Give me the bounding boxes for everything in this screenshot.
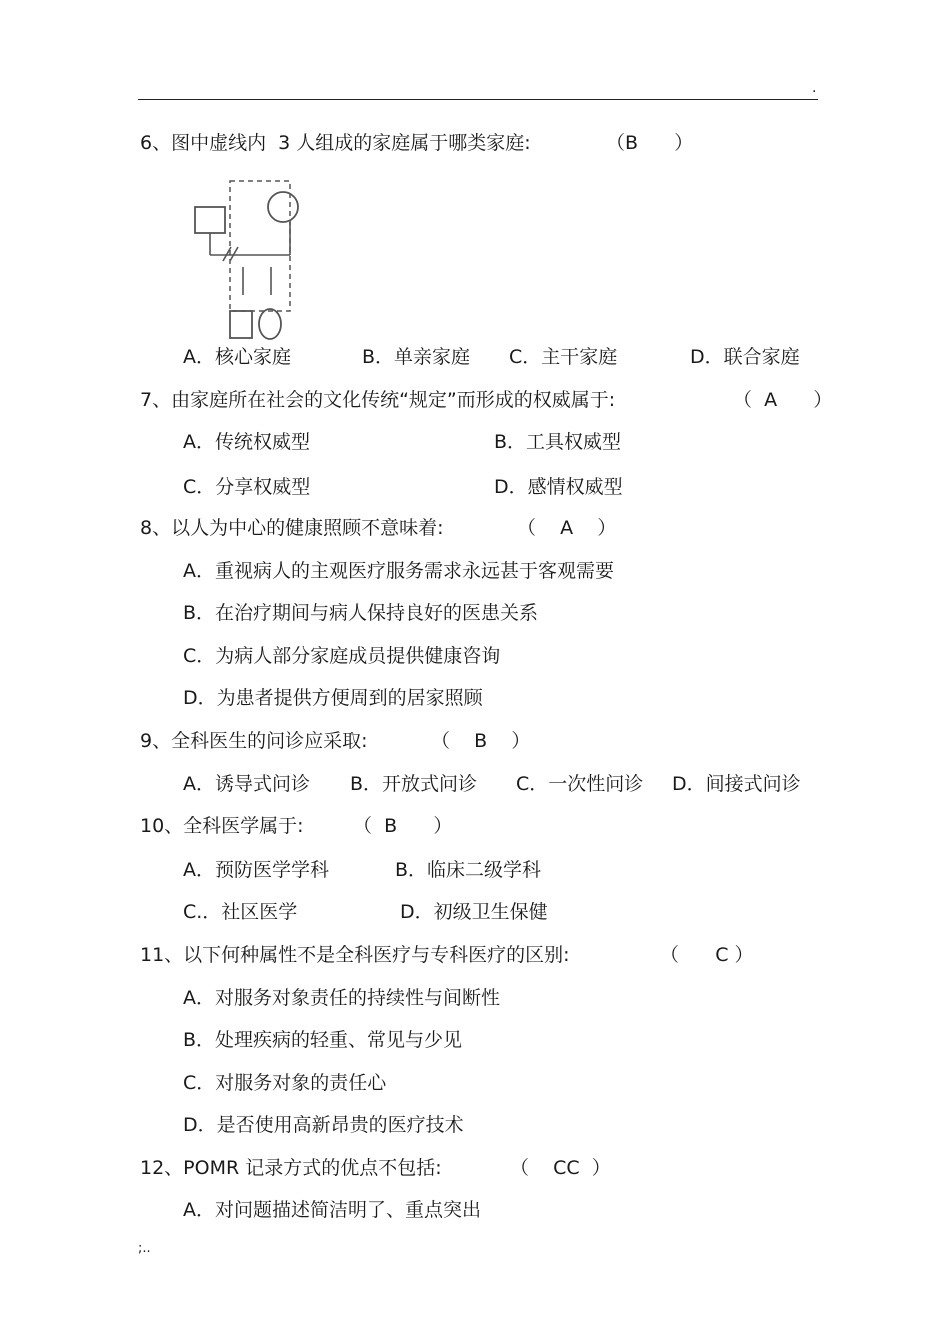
- divorce-slash: [230, 247, 238, 261]
- question-8-answer: （ A ）: [517, 517, 617, 539]
- question-7-stem: 7、由家庭所在社会的文化传统“规定”而形成的权威属于:: [140, 389, 616, 411]
- question-9-option-d: D．间接式问诊: [672, 773, 801, 795]
- question-9-option-a: A．诱导式问诊: [183, 773, 310, 795]
- question-7-option-d: D．感情权威型: [494, 476, 623, 498]
- question-10-answer: （ B ）: [353, 815, 453, 837]
- female-circle-grandparent: [268, 192, 298, 222]
- question-11-option-c: C．对服务对象的责任心: [183, 1072, 387, 1094]
- question-8-option-d: D．为患者提供方便周到的居家照顾: [183, 687, 483, 709]
- question-12-answer: （ CC ）: [510, 1157, 611, 1179]
- question-10-stem: 10、全科医学属于:: [140, 815, 304, 837]
- question-11-answer: （ C ）: [660, 944, 754, 966]
- question-9-stem: 9、全科医生的问诊应采取:: [140, 730, 368, 752]
- question-9-option-c: C．一次性问诊: [516, 773, 644, 795]
- question-10-option-c: C.．社区医学: [183, 901, 298, 923]
- male-square-child: [230, 311, 252, 338]
- question-10-option-b: B．临床二级学科: [395, 859, 542, 881]
- question-12-option-a: A．对问题描述简洁明了、重点突出: [183, 1199, 481, 1221]
- question-6-answer: （B ）: [606, 132, 694, 154]
- question-6-option-a: A．核心家庭: [183, 346, 291, 368]
- question-11-stem: 11、以下何种属性不是全科医疗与专科医疗的区别:: [140, 944, 570, 966]
- question-7-option-c: C．分享权威型: [183, 476, 311, 498]
- family-pedigree-diagram: [185, 175, 315, 345]
- question-8-option-b: B．在治疗期间与病人保持良好的医患关系: [183, 602, 539, 624]
- question-8-stem: 8、以人为中心的健康照顾不意味着:: [140, 517, 444, 539]
- dashed-family-boundary: [230, 181, 290, 311]
- footer-mark: ;..: [138, 1241, 151, 1256]
- question-9-option-b: B．开放式问诊: [350, 773, 478, 795]
- question-8-option-a: A．重视病人的主观医疗服务需求永远甚于客观需要: [183, 560, 614, 582]
- question-7-option-a: A．传统权威型: [183, 431, 310, 453]
- question-6-option-b: B．单亲家庭: [362, 346, 471, 368]
- question-9-answer: （ B ）: [431, 730, 531, 752]
- question-12-stem: 12、POMR 记录方式的优点不包括:: [140, 1157, 442, 1179]
- question-11-option-d: D．是否使用高新昂贵的医疗技术: [183, 1114, 464, 1136]
- header-rule: [138, 99, 818, 100]
- question-8-option-c: C．为病人部分家庭成员提供健康咨询: [183, 645, 501, 667]
- female-circle-child: [259, 309, 281, 339]
- question-7-answer: （ A ）: [733, 389, 833, 411]
- question-7-option-b: B．工具权威型: [494, 431, 622, 453]
- question-6-option-c: C．主干家庭: [509, 346, 618, 368]
- question-11-option-a: A．对服务对象责任的持续性与间断性: [183, 987, 500, 1009]
- question-6-stem: 6、图中虚线内 3 人组成的家庭属于哪类家庭:: [140, 132, 531, 154]
- question-11-option-b: B．处理疾病的轻重、常见与少见: [183, 1029, 463, 1051]
- male-square-grandparent: [195, 207, 225, 233]
- header-mark: .: [812, 80, 817, 96]
- question-6-option-d: D．联合家庭: [690, 346, 800, 368]
- question-10-option-a: A．预防医学学科: [183, 859, 329, 881]
- question-10-option-d: D．初级卫生保健: [400, 901, 548, 923]
